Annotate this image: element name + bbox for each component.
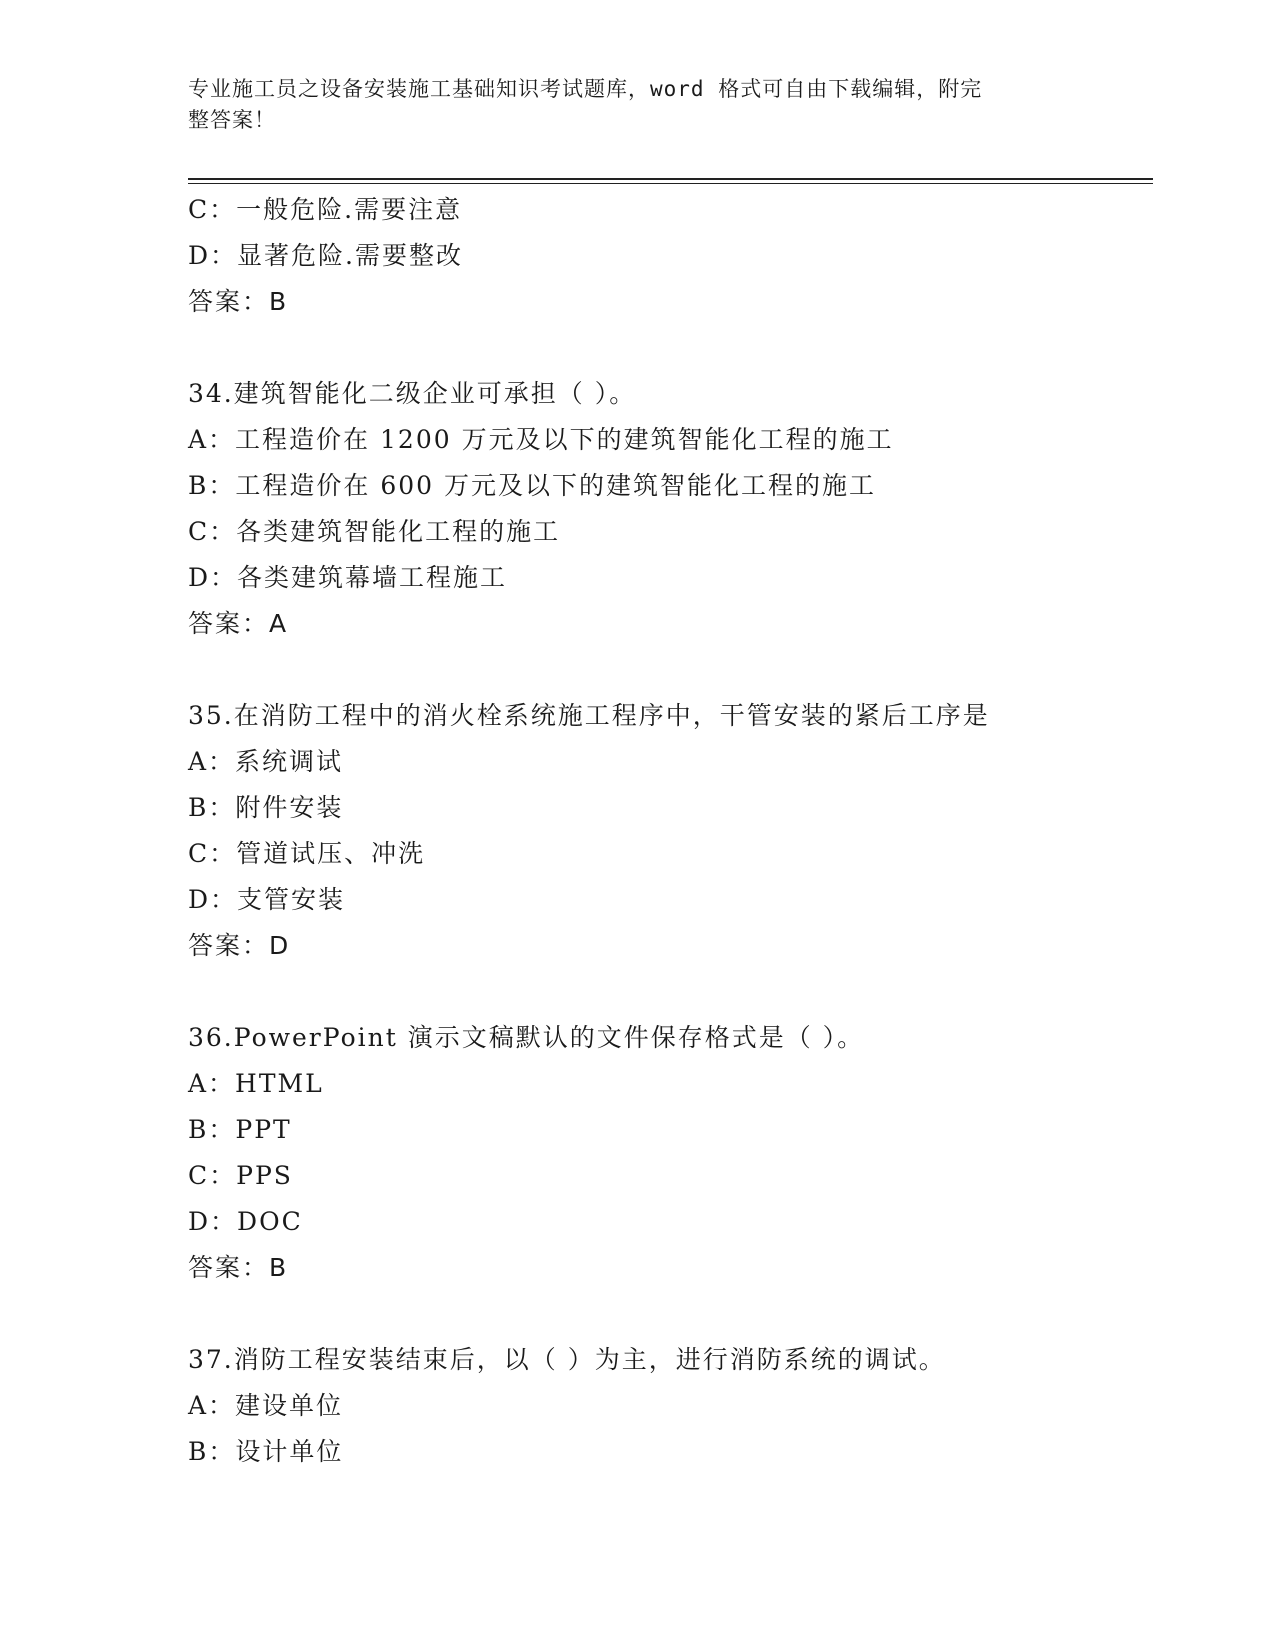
spacer — [188, 325, 1153, 371]
question-block — [188, 187, 1153, 325]
answer: 答案：B — [188, 287, 289, 316]
question-text: 36.PowerPoint 演示文稿默认的文件保存格式是（ ）。 — [188, 1023, 865, 1052]
question-block — [188, 1337, 1153, 1475]
option-c: C：PPS — [188, 1161, 293, 1190]
option-a: A：HTML — [188, 1069, 324, 1098]
option-a: A：系统调试 — [188, 747, 344, 776]
option-d: D：各类建筑幕墙工程施工 — [188, 563, 508, 592]
option-d: D：DOC — [188, 1207, 303, 1236]
option-a: A：建设单位 — [188, 1391, 344, 1420]
option-b: B：设计单位 — [188, 1437, 344, 1466]
question-block — [188, 1015, 1153, 1291]
option-b: B：附件安装 — [188, 793, 344, 822]
option-b: B：工程造价在 600 万元及以下的建筑智能化工程的施工 — [188, 471, 876, 500]
header-line-1: 专业施工员之设备安装施工基础知识考试题库，word 格式可自由下载编辑，附完 — [188, 77, 983, 101]
document-header — [188, 74, 1068, 136]
question-block — [188, 693, 1153, 969]
question-block — [188, 371, 1153, 647]
option-d: D：显著危险.需要整改 — [188, 241, 463, 270]
answer: 答案：A — [188, 609, 289, 638]
spacer — [188, 969, 1153, 1015]
spacer — [188, 647, 1153, 693]
option-c: C：一般危险.需要注意 — [188, 195, 463, 224]
header-divider-thin — [188, 183, 1153, 184]
header-line-2: 整答案！ — [188, 108, 276, 132]
question-text: 35.在消防工程中的消火栓系统施工程序中，干管安装的紧后工序是 — [188, 701, 990, 730]
option-c: C：各类建筑智能化工程的施工 — [188, 517, 561, 546]
answer: 答案：B — [188, 1253, 289, 1282]
answer: 答案：D — [188, 931, 291, 960]
spacer — [188, 1291, 1153, 1337]
question-text: 34.建筑智能化二级企业可承担（ ）。 — [188, 379, 637, 408]
option-c: C：管道试压、冲洗 — [188, 839, 426, 868]
header-divider-thick — [188, 178, 1153, 180]
option-a: A：工程造价在 1200 万元及以下的建筑智能化工程的施工 — [188, 425, 894, 454]
option-d: D：支管安装 — [188, 885, 346, 914]
question-list — [188, 187, 1153, 1475]
option-b: B：PPT — [188, 1115, 292, 1144]
question-text: 37.消防工程安装结束后，以（ ）为主，进行消防系统的调试。 — [188, 1345, 946, 1374]
